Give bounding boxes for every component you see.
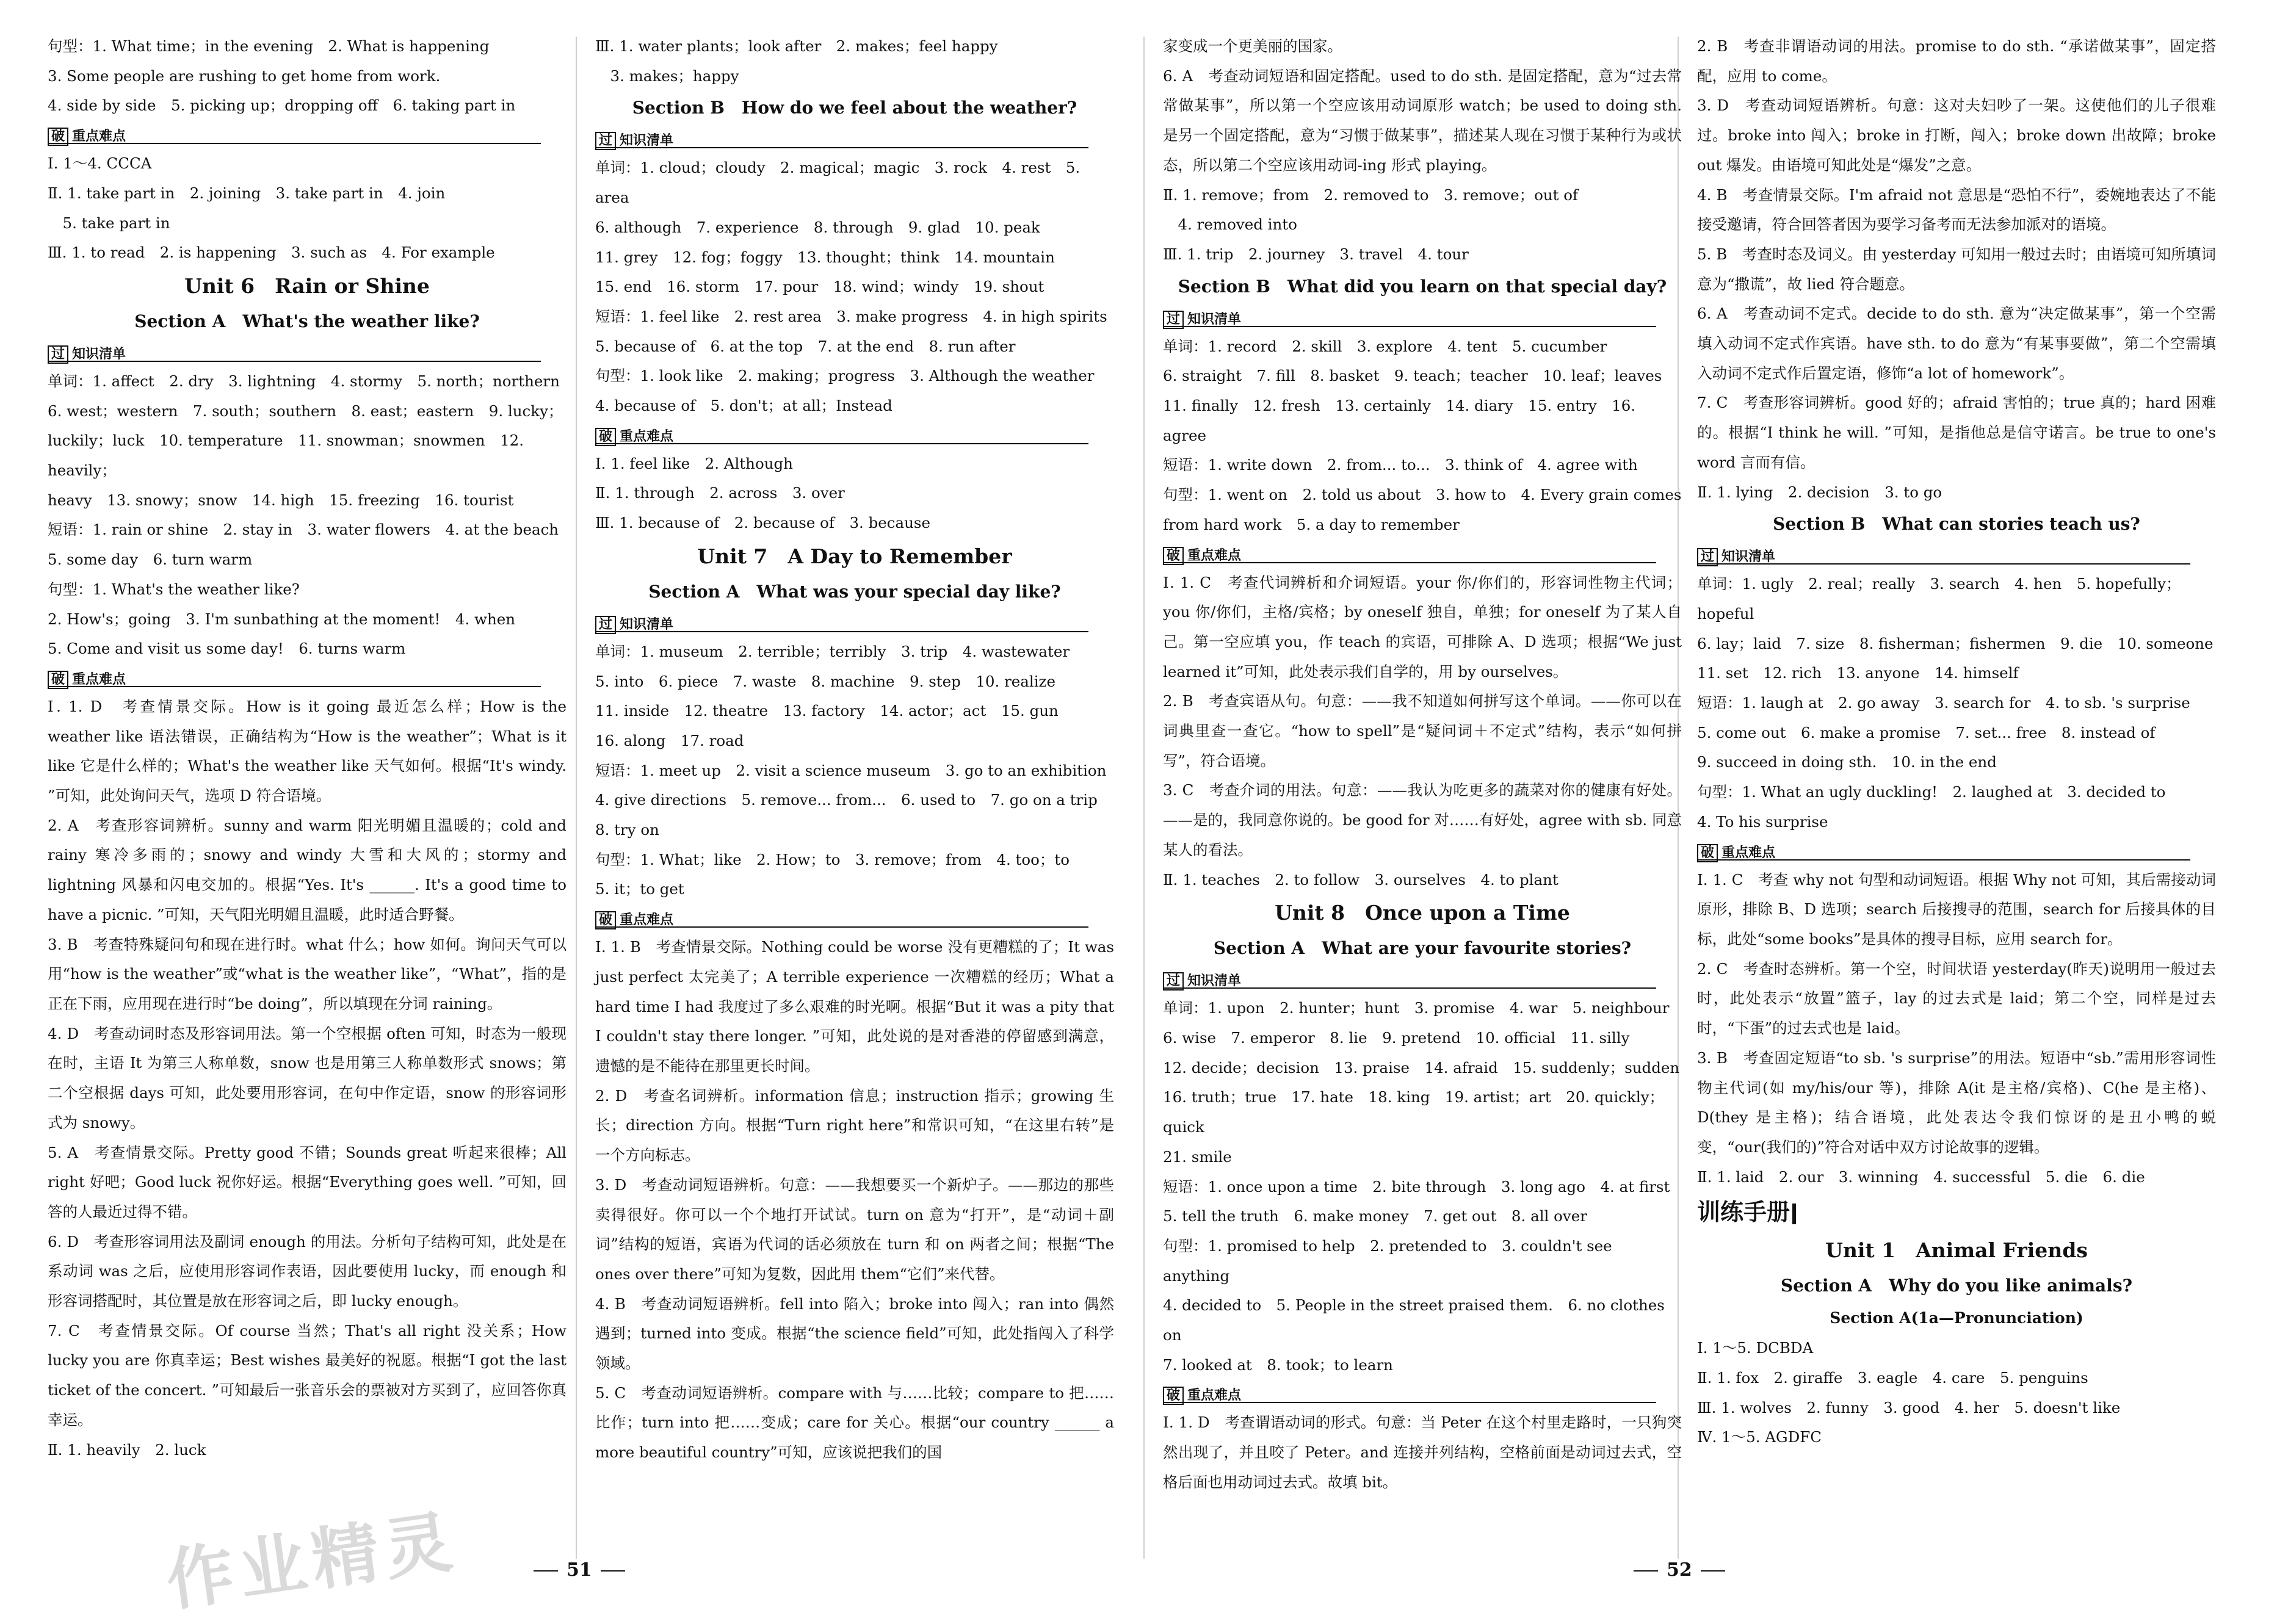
tag-label: 知识清单: [1187, 973, 1242, 989]
answer-line: 单词：1. museum 2. terrible；terribly 3. trip 4. wastewater: [595, 642, 1070, 660]
explanation-paragraph: Ⅰ. 1. C 考查 why not 句型和动词短语。根据 Why not 可知，其后需接动词原形，排除 B、D 选项；search 后接搜寻的范围，search for 后接具体的目标，此处“some books”是具体的搜寻目标，应用 search for。: [1697, 870, 2216, 948]
answer-line: 6. straight 7. fill 8. basket 9. teach；teacher 10. leaf；leaves: [1163, 367, 1662, 385]
answer-line: 12. decide；decision 13. praise 14. afraid 15. suddenly；sudden: [1163, 1058, 1680, 1077]
answer-line: Ⅰ. 1～5. DCBDA: [1697, 1339, 1814, 1357]
tag-label: 重点难点: [620, 912, 674, 928]
section-tag: [595, 904, 1114, 933]
unit-heading: Unit 7 A Day to Remember: [697, 544, 1012, 568]
explanation-paragraph: 4. B 考查情景交际。I'm afraid not 意思是“恐怕不行”，委婉地表达了不能接受邀请，符合回答者因为要学习备考而无法参加派对的语境。: [1697, 186, 2216, 234]
section-tag: [1163, 304, 1682, 332]
explanation-paragraph: 5. B 考查时态及词义。由 yesterday 可知用一般过去时；由语境可知所填词意为“撒谎”，故 lied 符合题意。: [1697, 245, 2216, 293]
answer-line: 句型：1. What's the weather like?: [48, 580, 300, 598]
section-tag: [595, 125, 1114, 153]
column-4: [1697, 32, 2221, 1453]
answer-line: 4. because of 5. don't；at all；Instead: [595, 397, 892, 415]
tag-badge: 破: [595, 428, 616, 446]
answer-line: 5. Come and visit us some day! 6. turns warm: [48, 640, 406, 658]
explanation-paragraph: 3. B 考查固定短语“to sb. 's surprise”的用法。短语中“sb.”需用形容词性物主代词(如 my/his/our 等)，排除 A(it 是主格/宾格)、C(he 是主格)、D(they 是主格)；结合语境，此处表达令我们惊讶的是丑小鸭的蜕变，“our(我们的)”符合对话中双方讨论故事的逻辑。: [1697, 1048, 2216, 1156]
answer-line: heavy 13. snowy；snow 14. high 15. freezing 16. tourist: [48, 491, 514, 509]
answer-line: 5. come out 6. make a promise 7. set... free 8. instead of: [1697, 723, 2156, 742]
section-heading: Section A What's the weather like?: [134, 311, 480, 331]
tag-badge: 破: [1697, 844, 1718, 862]
section-tag: [1163, 1380, 1682, 1408]
answer-line: 短语：1. rain or shine 2. stay in 3. water flowers 4. at the beach: [48, 521, 559, 539]
page-number-text: 52: [1667, 1559, 1692, 1581]
heading-bar: [1792, 1204, 1796, 1224]
section-tag: [1163, 540, 1682, 568]
explanation-paragraph: Ⅰ. 1. D 考查谓语动词的形式。句意：当 Peter 在这个村里走路时，一只狗突然出现了，并且咬了 Peter。and 连接并列结构，空格前面是动词过去式，空格后面也用动词过去式。故填 bit。: [1163, 1413, 1682, 1491]
column-3: [1163, 32, 1687, 1498]
answer-line: Ⅲ. 1. trip 2. journey 3. travel 4. tour: [1163, 245, 1469, 263]
answer-line: Ⅱ. 1. remove；from 2. removed to 3. remove；out of: [1163, 186, 1579, 204]
answer-line: Ⅱ. 1. lying 2. decision 3. to go: [1697, 483, 1942, 501]
answer-line: 4. side by side 5. picking up；dropping off 6. taking part in: [48, 96, 516, 115]
section-heading: Section A What was your special day like?: [648, 581, 1061, 602]
section-tag: [1697, 837, 2216, 865]
watermark: 作业精灵: [161, 1502, 463, 1620]
answer-line: 4. removed into: [1163, 215, 1297, 234]
explanation-paragraph: 2. B 考查宾语从句。句意：——我不知道如何拼写这个单词。——你可以在词典里查一查它。“how to spell”是“疑问词＋不定式”结构，表示“如何拼写”，符合语境。: [1163, 692, 1682, 770]
explanation-paragraph: 3. D 考查动词短语辨析。句意：这对夫妇吵了一架。这使他们的儿子很难过。broke into 闯入；broke in 打断，闯入；broke down 出故障；broke out 爆发。由语境可知此处是“爆发”之意。: [1697, 96, 2221, 174]
tag-badge: 过: [595, 132, 616, 150]
answer-line: Ⅲ. 1. because of 2. because of 3. because: [595, 514, 930, 532]
explanation-paragraph: 3. C 考查介词的用法。句意：——我认为吃更多的蔬菜对你的健康有好处。——是的，我同意你说的。be good for 对……有好处，agree with sb. 同意某人的看法。: [1163, 781, 1682, 859]
unit-heading: Unit 1 Animal Friends: [1825, 1238, 2088, 1263]
answer-line: 3. Some people are rushing to get home from work.: [48, 67, 441, 85]
section-tag: [595, 421, 1114, 449]
section-heading: Section B What can stories teach us?: [1773, 514, 2140, 535]
answer-line: 5. it；to get: [595, 880, 684, 898]
section-tag: [48, 339, 567, 367]
section-heading: Section A What are your favourite stories?: [1213, 938, 1632, 959]
unit-heading: Unit 8 Once upon a Time: [1275, 901, 1570, 925]
answer-line: 2. How's；going 3. I'm sunbathing at the moment! 4. when: [48, 610, 516, 628]
answer-line: 家变成一个更美丽的国家。: [1163, 37, 1342, 55]
explanation-paragraph: 4. B 考查动词短语辨析。fell into 陷入；broke into 闯入；ran into 偶然遇到；turned into 变成。根据“the science field”可知，此处指闯入了科学领域。: [595, 1294, 1114, 1373]
tag-badge: 过: [1163, 972, 1184, 991]
answer-line: from hard work 5. a day to remember: [1163, 515, 1460, 533]
tag-badge: 过: [1697, 548, 1718, 566]
tag-label: 重点难点: [72, 671, 126, 687]
section-heading: Section B What did you learn on that special day?: [1178, 276, 1667, 297]
answer-line: Ⅱ. 1. heavily 2. luck: [48, 1440, 206, 1459]
section-tag: [1163, 965, 1682, 994]
answer-line: Ⅱ. 1. fox 2. giraffe 3. eagle 4. care 5. penguins: [1697, 1369, 2088, 1387]
section-tag: [1697, 541, 2216, 569]
tag-badge: 过: [1163, 311, 1184, 329]
answer-line: 5. tell the truth 6. make money 7. get out 8. all over: [1163, 1207, 1587, 1225]
section-heading: Section A Why do you like animals?: [1781, 1276, 2132, 1296]
answer-line: 单词：1. affect 2. dry 3. lightning 4. stormy 5. north；northern: [48, 372, 560, 390]
answer-line: 16. along 17. road: [595, 731, 744, 749]
answer-line: 11. set 12. rich 13. anyone 14. himself: [1697, 664, 2019, 682]
answer-line: 4. To his surprise: [1697, 812, 1828, 831]
answer-line: 3. makes；happy: [595, 67, 739, 85]
answer-line: 11. finally 12. fresh 13. certainly 14. diary 15. entry 16. agree: [1163, 397, 1640, 444]
answer-line: 短语：1. meet up 2. visit a science museum 3. go to an exhibition: [595, 761, 1107, 779]
explanation-paragraph: 4. D 考查动词时态及形容词用法。第一个空根据 often 可知，时态为一般现在时，主语 It 为第三人称单数，snow 也是用第三人称单数形式 snows；第二个空根据 days 可知，此处要用形容词，在句中作定语，snow 的形容词形式为 snowy。: [48, 1024, 567, 1131]
answer-line: 句型：1. What；like 2. How；to 3. remove；from 4. too；to: [595, 850, 1070, 868]
answer-line: Ⅱ. 1. through 2. across 3. over: [595, 484, 845, 502]
section-tag: [48, 664, 567, 692]
tag-label: 重点难点: [1721, 845, 1776, 861]
answer-line: 9. succeed in doing sth. 10. in the end: [1697, 753, 1997, 771]
explanation-paragraph: Ⅰ. 1. C 考查代词辨析和介词短语。your 你/你们的，形容词性物主代词；you 你/你们，主格/宾格；by oneself 独自，单独；for oneself 为了某人自己。第一空应填 you，作 teach 的宾语，可排除 A、D 选项；根据“We just learned it”可知，此处表示我们自学的，用 by ourselves。: [1163, 573, 1687, 680]
answer-line: Ⅱ. 1. laid 2. our 3. winning 4. successful 5. die 6. die: [1697, 1167, 2145, 1186]
answer-line: Ⅳ. 1～5. AGDFC: [1697, 1428, 1822, 1446]
answer-line: Ⅱ. 1. teaches 2. to follow 3. ourselves 4. to plant: [1163, 870, 1559, 889]
answer-line: luckily；luck 10. temperature 11. snowman；snowmen 12. heavily；: [48, 431, 529, 480]
explanation-paragraph: 6. A 考查动词不定式。decide to do sth. 意为“决定做某事”，第一个空需填入动词不定式作宾语。have sth. to do 意为“有某事要做”，第二个空需填入动词不定式作后置定语，修饰“a lot of homework”。: [1697, 305, 2216, 382]
answer-line: Ⅲ. 1. wolves 2. funny 3. good 4. her 5. doesn't like: [1697, 1398, 2121, 1416]
answer-line: 6. lay；laid 7. size 8. fisherman；fishermen 9. die 10. someone: [1697, 634, 2214, 652]
answer-line: 句型：1. went on 2. told us about 3. how to 4. Every grain comes: [1163, 486, 1682, 504]
answer-line: 8. try on: [595, 821, 659, 839]
answer-line: 短语：1. once upon a time 2. bite through 3. long ago 4. at first: [1163, 1177, 1670, 1196]
answer-line: 21. smile: [1163, 1147, 1232, 1166]
answer-line: 句型：1. look like 2. making；progress 3. Although the weather: [595, 367, 1095, 385]
answer-line: 11. inside 12. theatre 13. factory 14. actor；act 15. gun: [595, 702, 1059, 720]
answer-line: 5. into 6. piece 7. waste 8. machine 9. step 10. realize: [595, 672, 1055, 690]
answer-line: 句型：1. promised to help 2. pretended to 3. couldn't see anything: [1163, 1236, 1617, 1285]
answer-line: 4. give directions 5. remove... from... 6. used to 7. go on a trip: [595, 791, 1098, 809]
answer-line: 5. take part in: [48, 214, 170, 232]
section-heading: Section B How do we feel about the weather?: [632, 98, 1077, 118]
answer-line: 句型：1. What time；in the evening 2. What is happening: [48, 37, 490, 55]
explanation-paragraph: 2. A 考查形容词辨析。sunny and warm 阳光明媚且温暖的；cold and rainy 寒冷多雨的；snowy and windy 大雪和大风的；stormy and lightning 风暴和闪电交加的。根据“Yes. It's ______. It's a good time to have a picnic. ”可知，天气阳光明媚且温暖，此时适合野餐。: [48, 816, 571, 923]
answer-line: 6. wise 7. emperor 8. lie 9. pretend 10. official 11. silly: [1163, 1028, 1630, 1047]
answer-line: 短语：1. laugh at 2. go away 3. search for 4. to sb. 's surprise: [1697, 694, 2190, 712]
answer-line: 单词：1. ugly 2. real；really 3. search 4. hen 5. hopefully；hopeful: [1697, 575, 2181, 623]
explanation-paragraph: Ⅰ. 1. D 考查情景交际。How is it going 最近怎么样；How is the weather like 语法错误，正确结构为“How is the weather”；What is it like 它是什么样的；What's the weather like 天气如何。根据“It's windy. ”可知，此处询问天气，选项 D 符合语境。: [48, 697, 571, 805]
tag-label: 知识清单: [1187, 311, 1242, 327]
answer-line: 单词：1. cloud；cloudy 2. magical；magic 3. rock 4. rest 5. area: [595, 159, 1085, 207]
answer-line: 15. end 16. storm 17. pour 18. wind；windy 19. shout: [595, 278, 1044, 296]
page-divider: [1143, 37, 1145, 1559]
explanation-paragraph: 2. D 考查名词辨析。information 信息；instruction 指示；growing 生长；direction 方向。根据“Turn right here”和常识可知，“在这里右转”是一个方向标志。: [595, 1086, 1114, 1164]
explanation-paragraph: 7. C 考查形容词辨析。good 好的；afraid 害怕的；true 真的；hard 困难的。根据“I think he will. ”可知，是指他总是信守诺言。be true to one's word 言而有信。: [1697, 394, 2221, 471]
tag-badge: 破: [595, 911, 616, 929]
answer-line: 6. west；western 7. south；southern 8. east；eastern 9. lucky；: [48, 402, 563, 420]
answer-line: 短语：1. feel like 2. rest area 3. make progress 4. in high spirits: [595, 307, 1107, 325]
answer-line: Ⅲ. 1. water plants；look after 2. makes；feel happy: [595, 37, 998, 55]
page-number-left: [525, 1559, 634, 1581]
tag-label: 知识清单: [620, 133, 674, 149]
tag-badge: 过: [48, 345, 68, 364]
page-number-right: [1625, 1559, 1734, 1581]
tag-label: 重点难点: [620, 428, 674, 444]
answer-line: 短语：1. write down 2. from... to... 3. think of 4. agree with: [1163, 456, 1638, 474]
tag-badge: 破: [1163, 1387, 1184, 1405]
answer-line: Ⅲ. 1. to read 2. is happening 3. such as 4. For example: [48, 244, 495, 262]
answer-line: Ⅰ. 1～4. CCCA: [48, 154, 152, 173]
training-manual-title: 训练手册: [1697, 1199, 1790, 1226]
answer-line: 单词：1. record 2. skill 3. explore 4. tent 5. cucumber: [1163, 337, 1607, 355]
answer-line: 6. although 7. experience 8. through 9. glad 10. peak: [595, 218, 1040, 236]
explanation-paragraph: 6. A 考查动词短语和固定搭配。used to do sth. 是固定搭配，意为“过去常常做某事”，所以第一个空应该用动词原形 watch；be used to doing sth. 是另一个固定搭配，意为“习惯于做某事”，描述某人现在习惯于某种行为或状态，所以第二个空应该用动词-ing 形式 playing。: [1163, 67, 1687, 174]
tag-label: 知识清单: [620, 616, 674, 632]
answer-line: 11. grey 12. fog；foggy 13. thought；think 14. mountain: [595, 248, 1055, 266]
tag-badge: 过: [595, 616, 616, 634]
unit-heading: Unit 6 Rain or Shine: [184, 273, 430, 298]
tag-label: 重点难点: [1187, 1388, 1242, 1404]
tag-label: 重点难点: [1187, 547, 1242, 563]
tag-badge: 破: [48, 671, 68, 689]
explanation-paragraph: 3. B 考查特殊疑问句和现在进行时。what 什么；how 如何。询问天气可以用“how is the weather”或“what is the weather like”，“What”，指的是正在下雨，应用现在进行时“be doing”，所以填现在分词 raining。: [48, 935, 567, 1012]
tag-badge: 破: [48, 128, 68, 146]
explanation-paragraph: 2. C 考查时态辨析。第一个空，时间状语 yesterday(昨天)说明用一般过去时，此处表示“放置”篮子，lay 的过去式是 laid；第二个空，同样是过去时，“下蛋”的过去式也是 laid。: [1697, 959, 2216, 1038]
explanation-paragraph: 2. B 考查非谓语动词的用法。promise to do sth. “承诺做某事”，固定搭配，应用 to come。: [1697, 37, 2216, 85]
page-number-text: 51: [567, 1559, 592, 1581]
explanation-paragraph: Ⅰ. 1. B 考查情景交际。Nothing could be worse 没有更糟糕的了；It was just perfect 太完美了；A terrible experience 一次糟糕的经历；What a hard time I had 我度过了多么艰难的时光啊。根据“But it was a pity that I couldn't stay there longer. ”可知，此处说的是对香港的停留感到满意，遗憾的是不能待在那里更长时间。: [595, 938, 1119, 1075]
answer-line: 单词：1. upon 2. hunter；hunt 3. promise 4. war 5. neighbour: [1163, 999, 1670, 1017]
answer-line: 7. looked at 8. took；to learn: [1163, 1355, 1393, 1374]
answer-line: 句型：1. What an ugly duckling! 2. laughed at 3. decided to: [1697, 783, 2166, 801]
training-manual-heading: [1697, 1192, 2216, 1232]
tag-label: 知识清单: [72, 346, 126, 362]
subsection-heading: Section A(1a—Pronunciation): [1830, 1309, 2083, 1327]
explanation-paragraph: 6. D 考查形容词用法及副词 enough 的用法。分析句子结构可知，此处是在系动词 was 之后，应使用形容词作表语，因此要使用 lucky，而 enough 和形容词搭配时，其位置是放在形容词之后，即 lucky enough。: [48, 1232, 567, 1310]
explanation-paragraph: 7. C 考查情景交际。Of course 当然；That's all right 没关系；How lucky you are 你真幸运；Best wishes 最美好的祝愿。根据“I got the last ticket of the concert. ”可知最后一张音乐会的票被对方买到了，应回答你真幸运。: [48, 1321, 571, 1429]
answer-line: Ⅰ. 1. feel like 2. Although: [595, 454, 793, 472]
column-divider: [576, 37, 577, 1559]
explanation-paragraph: 5. A 考查情景交际。Pretty good 不错；Sounds great 听起来很棒；All right 好吧；Good luck 祝你好运。根据“Everything goes well. ”可知，回答的人最近过得不错。: [48, 1143, 571, 1221]
tag-label: 知识清单: [1721, 549, 1776, 565]
column-1: [48, 32, 571, 1465]
column-2: [595, 32, 1119, 1468]
tag-badge: 破: [1163, 547, 1184, 565]
answer-line: 16. truth；true 17. hate 18. king 19. artist；art 20. quickly；quick: [1163, 1088, 1665, 1136]
section-tag: [595, 609, 1114, 637]
section-tag: [48, 121, 567, 149]
answer-line: Ⅱ. 1. take part in 2. joining 3. take part in 4. join: [48, 184, 446, 202]
answer-line: 5. some day 6. turn warm: [48, 550, 253, 569]
answer-line: 5. because of 6. at the top 7. at the end 8. run after: [595, 337, 1016, 355]
answer-line: 4. decided to 5. People in the street praised them. 6. no clothes on: [1163, 1296, 1670, 1344]
tag-label: 重点难点: [72, 129, 126, 145]
explanation-paragraph: 3. D 考查动词短语辨析。句意：——我想要买一个新炉子。——那边的那些卖得很好。你可以一个个地打开试试。turn on 意为“打开”，是“动词＋副词”结构的短语，宾语为代词的话必须放在 turn 和 on 两者之间；根据“The ones over there”可知为复数，因此用 them“它们”来代替。: [595, 1175, 1119, 1283]
explanation-paragraph: 5. C 考查动词短语辨析。compare with 与……比较；compare to 把……比作；turn into 把……变成；care for 关心。根据“our country ______ a more beautiful country”可知，应该说把我们的国: [595, 1384, 1119, 1462]
